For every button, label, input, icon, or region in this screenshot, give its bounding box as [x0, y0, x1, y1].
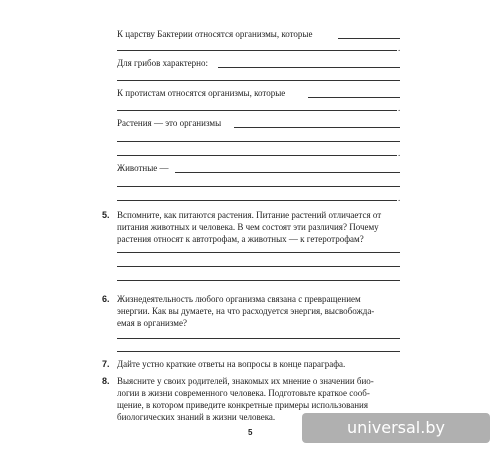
- protists-prompt: К протистам относятся организмы, которые: [117, 88, 286, 98]
- task-6-text-line: емая в организме?: [117, 318, 187, 328]
- task-5-answer-line[interactable]: [117, 280, 400, 281]
- task-8-text-line: щение, в котором приведите конкретные примеры использования: [117, 400, 368, 410]
- bacteria-prompt: К царству Бактерии относятся организмы, которые: [117, 29, 313, 39]
- plants-answer-line-3[interactable]: [117, 155, 397, 156]
- task-number: 8.: [102, 376, 110, 386]
- protists-answer-line-2[interactable]: [117, 110, 397, 111]
- task-8-text-line: Выясните у своих родителей, знакомых их мнение о значении био-: [117, 376, 374, 386]
- task-6-answer-line[interactable]: [117, 338, 400, 339]
- fungi-answer-line[interactable]: [218, 67, 400, 68]
- sentence-end-dot: .: [398, 148, 401, 158]
- fungi-prompt: Для грибов характерно:: [117, 58, 208, 68]
- task-number: 7.: [102, 359, 110, 369]
- sentence-end-dot: .: [398, 193, 401, 203]
- task-number: 5.: [102, 210, 110, 220]
- plants-answer-line[interactable]: [234, 127, 400, 128]
- watermark-badge: universal.by: [302, 413, 490, 443]
- task-5-text-line: питания животных и человека. В чем состоят эти различия? Почему: [117, 222, 379, 232]
- sentence-end-dot: .: [398, 43, 401, 53]
- plants-answer-line-2[interactable]: [117, 141, 400, 142]
- task-7-text-line: Дайте устно краткие ответы на вопросы в конце параграфа.: [117, 359, 346, 369]
- animals-answer-line[interactable]: [175, 172, 400, 173]
- fungi-answer-line-2[interactable]: [117, 80, 400, 81]
- bacteria-answer-line[interactable]: [338, 38, 400, 39]
- task-5-answer-line[interactable]: [117, 266, 400, 267]
- task-8-text-line: биологических знаний в жизни человека.: [117, 412, 276, 422]
- task-6-text-line: энергии. Как вы думаете, на что расходуется энергия, высвобожда-: [117, 306, 375, 316]
- task-5-text-line: растения относят к автотрофам, а животных — к гетеротрофам?: [117, 234, 364, 244]
- task-5-text-line: Вспомните, как питаются растения. Питание растений отличается от: [117, 210, 382, 220]
- plants-prompt: Растения — это организмы: [117, 118, 222, 128]
- animals-prompt: Животные —: [117, 163, 169, 173]
- task-number: 6.: [102, 294, 110, 304]
- page-number: 5: [248, 428, 253, 437]
- bacteria-answer-line-2[interactable]: [117, 50, 397, 51]
- task-6-text-line: Жизнедеятельность любого организма связана с превращением: [117, 294, 361, 304]
- protists-answer-line[interactable]: [308, 97, 400, 98]
- animals-answer-line-2[interactable]: [117, 186, 400, 187]
- animals-answer-line-3[interactable]: [117, 200, 397, 201]
- task-8-text-line: логии в жизни современного человека. Подготовьте краткое сооб-: [117, 388, 370, 398]
- task-5-answer-line[interactable]: [117, 252, 400, 253]
- sentence-end-dot: .: [398, 103, 401, 113]
- task-6-answer-line[interactable]: [117, 351, 400, 352]
